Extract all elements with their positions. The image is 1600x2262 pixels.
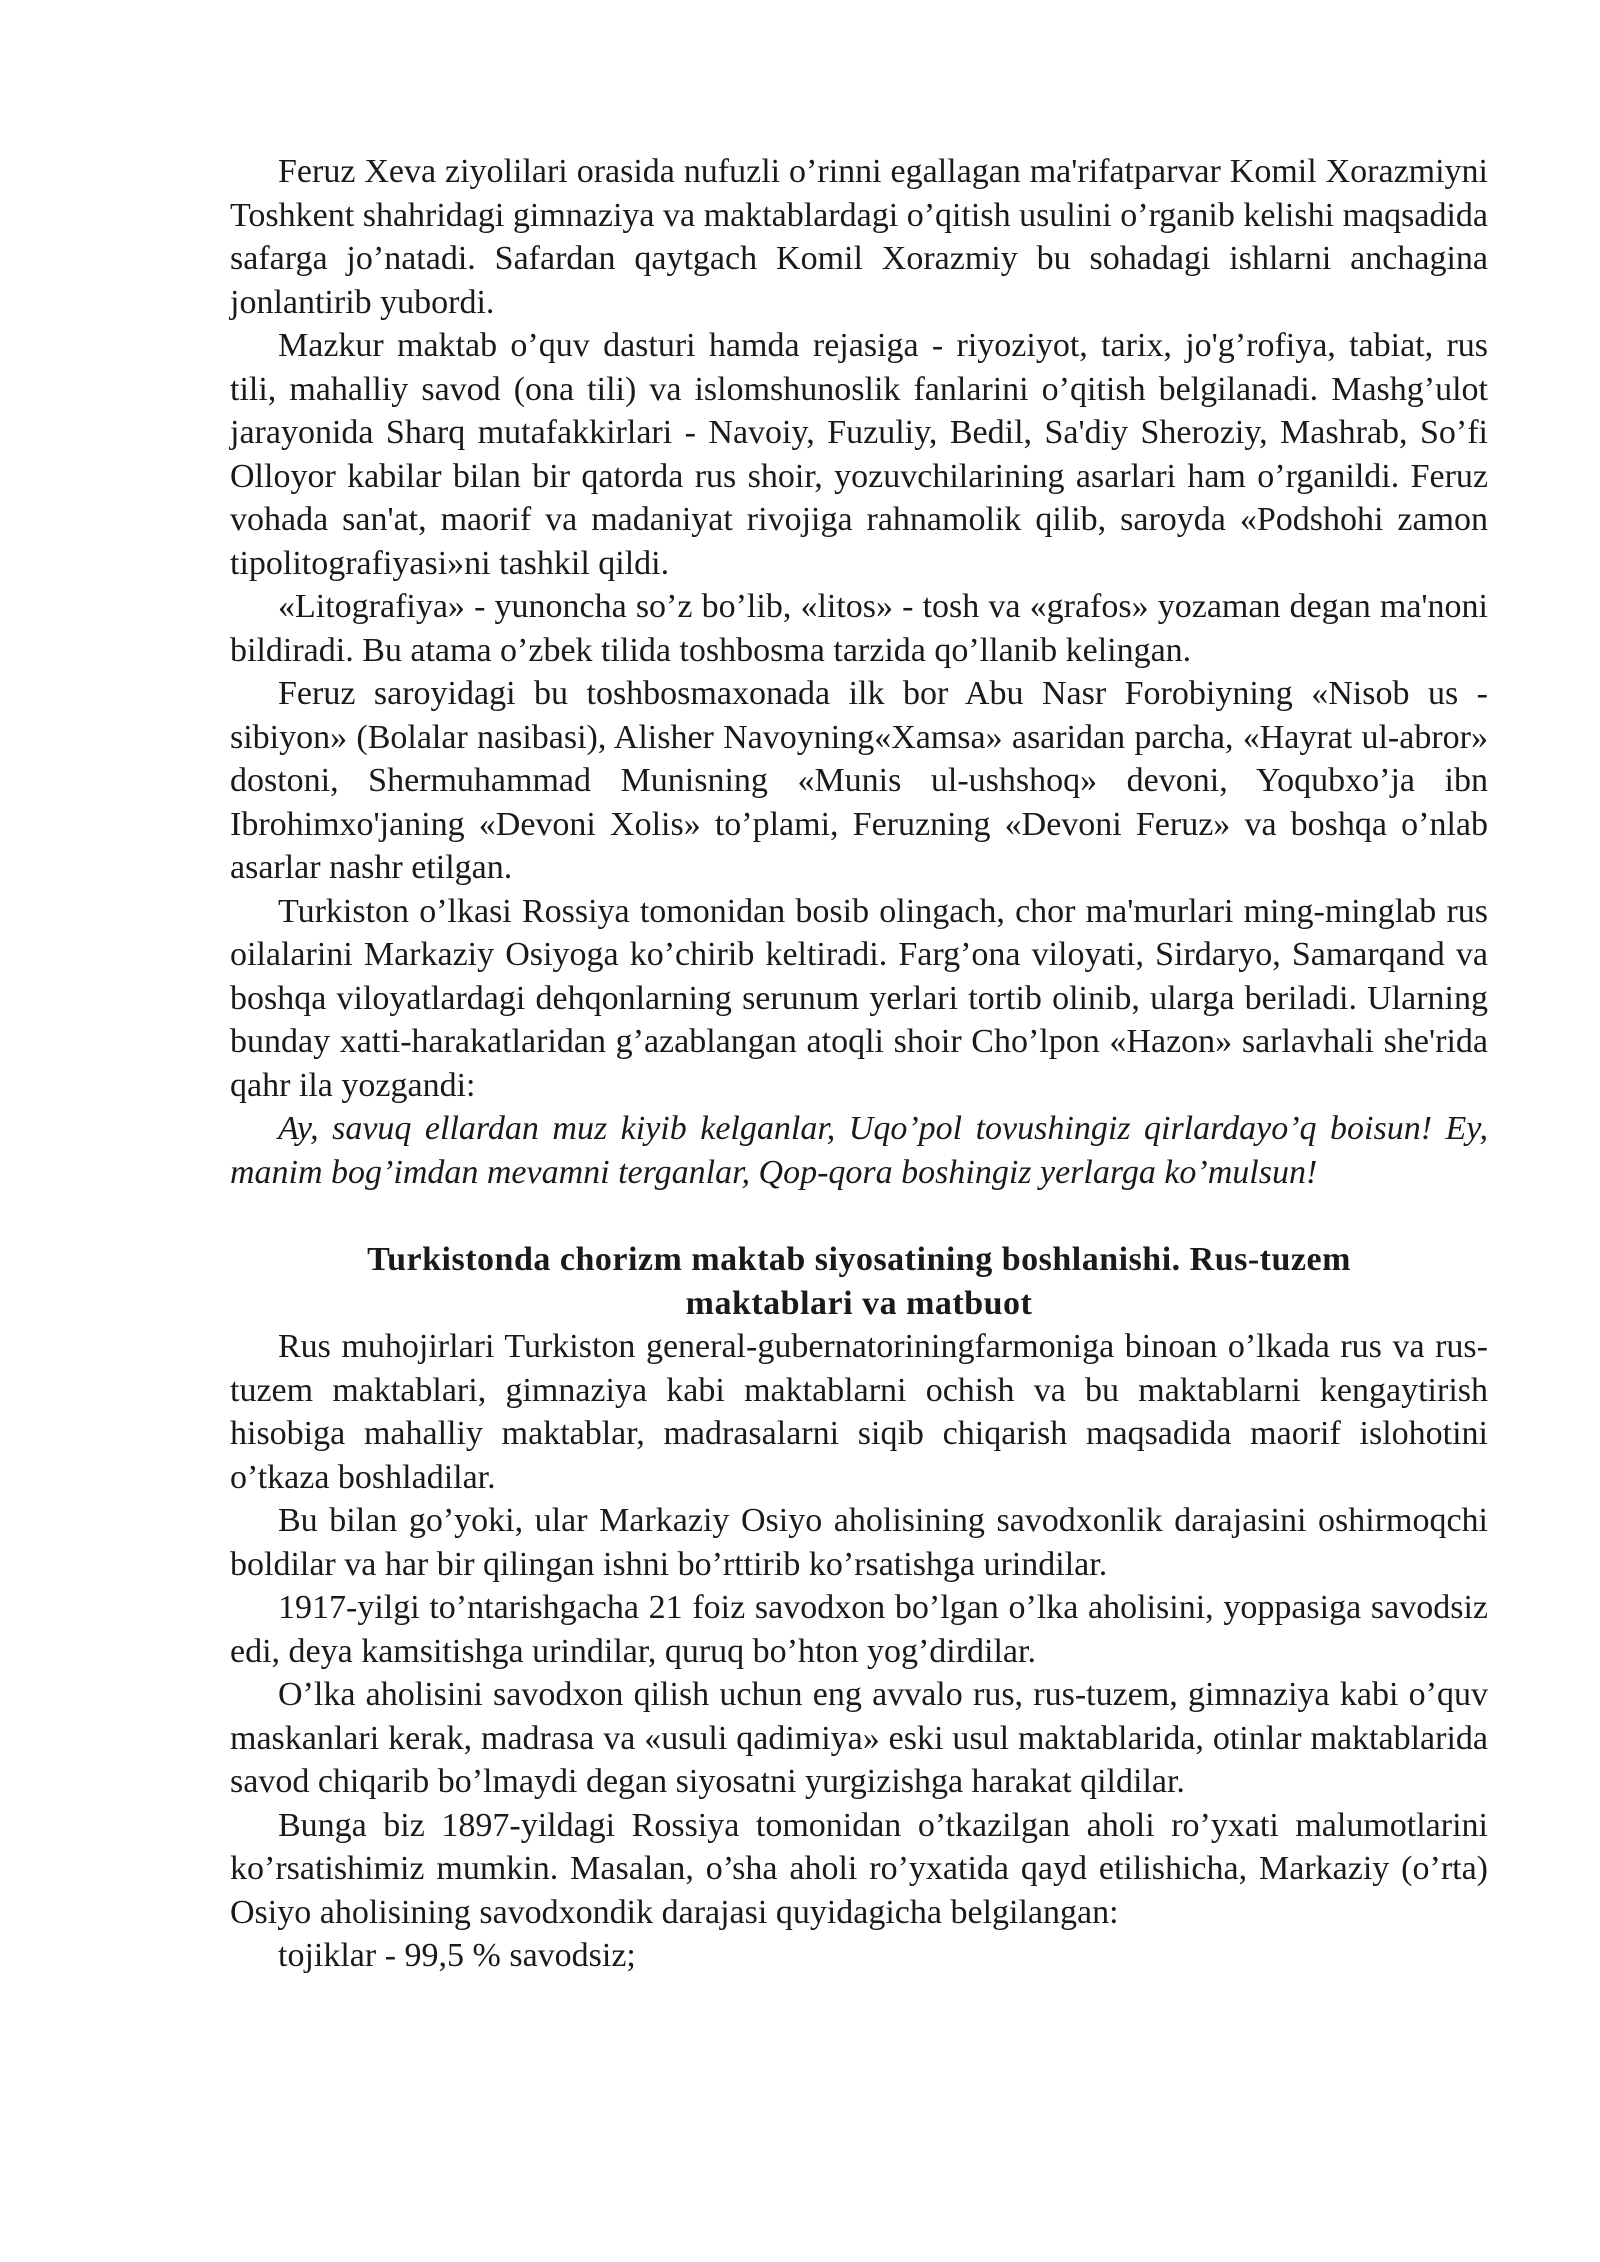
list-item-tojiklar: tojiklar - 99,5 % savodsiz; xyxy=(278,1937,636,1974)
document-page xyxy=(230,150,1488,1978)
paragraph-curriculum: Mazkur maktab o’quv dasturi hamda rejasiga - riyoziyot, tarix, jo'g’rofiya, tabiat, rus tili, mahalliy savod (ona tili) va islomshunoslik fanlarini o’qitish belgilanadi. Mashg’ulot jarayonida Sharq mutafakkirlari - Navoiy, Fuzuliy, Bedil, Sa'diy Sheroziy, Mashrab, So’fi Olloyor kabilar bilan bir qatorda rus shoir, yozuvchilarining asarlari ham o’rganildi. Feruz vohada san'at, maorif va madaniyat rivojiga rahnamolik qilib, saroyda «Podshohi zamon tipolitografiyasi»ni tashkil qildi. xyxy=(230,327,1488,582)
paragraph-litografiya: «Litografiya» - yunoncha so’z bo’lib, «litos» - tosh va «grafos» yozaman degan ma'noni bildiradi. Bu atama o’zbek tilida toshbosma tarzida qo’llanib kelingan. xyxy=(230,588,1488,669)
paragraph-olka-aholisi: O’lka aholisini savodxon qilish uchun eng avvalo rus, rus-tuzem, gimnaziya kabi o’quv maskanlari kerak, madrasa va «usuli qadimiya» eski usul maktablarida, otinlar maktablarida savod chiqarib bo’lmaydi degan siyosatni yurgizishga harakat qildilar. xyxy=(230,1676,1488,1800)
paragraph-1917: 1917-yilgi to’ntarishgacha 21 foiz savodxon bo’lgan o’lka aholisini, yoppasiga savodsiz edi, deya kamsitishga urindilar, quruq bo’hton yog’dirdilar. xyxy=(230,1589,1488,1670)
section-title-line-2: maktablari va matbuot xyxy=(685,1284,1033,1322)
paragraph-komil-xorazmiy: Feruz Xeva ziyolilari orasida nufuzli o’rinni egallagan ma'rifatparvar Komil Xorazmiyni Toshkent shahridagi gimnaziya va maktablardagi o’qitish usulini o’rganib kelishi maqsadida safarga jo’natadi. Safardan qaytgach Komil Xorazmiy bu sohadagi ishlarni anchagina jonlantirib yubordi. xyxy=(230,153,1488,321)
section-title-line-1: Turkistonda chorizm maktab siyosatining boshlanishi. Rus-tuzem xyxy=(367,1241,1351,1278)
section-title xyxy=(230,1238,1488,1325)
paragraph-1897-royxat: Bunga biz 1897-yildagi Rossiya tomonidan o’tkazilgan aholi ro’yxati malumotlarini ko’rsatishimiz mumkin. Masalan, o’sha aholi ro’yxatida qayd etilishicha, Markaziy (o’rta) Osiyo aholisining savodxondik darajasi quyidagicha belgilangan: xyxy=(230,1806,1488,1931)
paragraph-turkiston-rossiya: Turkiston o’lkasi Rossiya tomonidan bosib olingach, chor ma'murlari ming-minglab rus oilalarini Markaziy Osiyoga ko’chirib keltiradi. Farg’ona viloyati, Sirdaryo, Samarqand va boshqa viloyatlardagi dehqonlarning serunum yerlari tortib olinib, ularga beriladi. Ularning bunday xatti-harakatlaridan g’azablangan atoqli shoir Cho’lpon «Hazon» sarlavhali she'rida qahr ila yozgandi: xyxy=(230,892,1488,1104)
paragraph-savodxonlik: Bu bilan go’yoki, ular Markaziy Osiyo aholisining savodxonlik darajasini oshirmoqchi boldilar va har bir qilingan ishni bo’rttirib ko’rsatishga urindilar. xyxy=(230,1502,1488,1583)
poem-quote: Ay, savuq ellardan muz kiyib kelganlar, Uqo’pol tovushingiz qirlardayo’q boisun! Ey, manim bog’imdan mevamni terganlar, Qop-qora boshingiz yerlarga ko’mulsun! xyxy=(230,1110,1488,1191)
paragraph-rus-muhojirlari: Rus muhojirlari Turkiston general-gubernatoriningfarmoniga binoan o’lkada rus va rus-tuzem maktablari, gimnaziya kabi maktablarni ochish va bu maktablarni kengaytirish hisobiga mahalliy maktablar, madrasalarni siqib chiqarish maqsadida maorif islohotini o’tkaza boshladilar. xyxy=(230,1328,1488,1496)
paragraph-toshbosmaxona: Feruz saroyidagi bu toshbosmaxonada ilk bor Abu Nasr Forobiyning «Nisob us - sibiyon» (Bolalar nasibasi), Alisher Navoyning«Xamsa» asaridan parcha, «Hayrat ul-abror» dostoni, Shermuhammad Munisning «Munis ul-ushshoq» devoni, Yoqubxo’ja ibn Ibrohimxo'janing «Devoni Xolis» to’plami, Feruzning «Devoni Feruz» va boshqa o’nlab asarlar nashr etilgan. xyxy=(230,675,1488,886)
